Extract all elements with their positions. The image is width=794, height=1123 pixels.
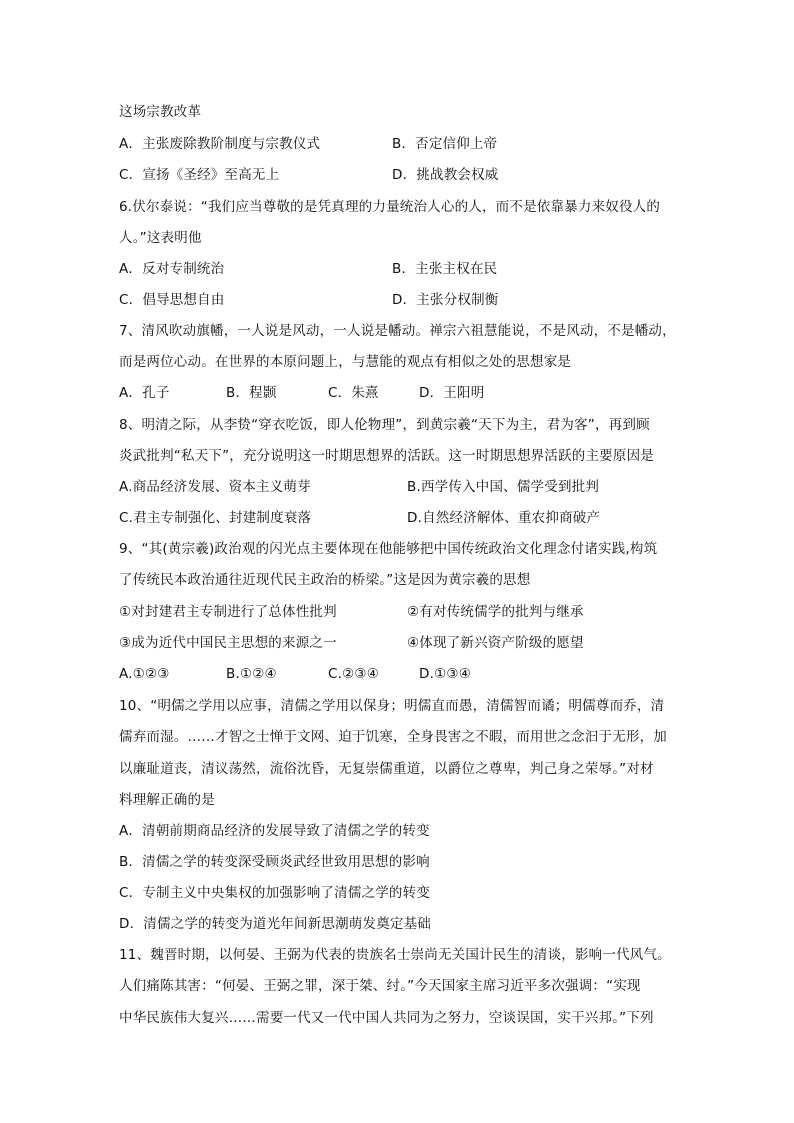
- q10-option-a: A．清朝前期商品经济的发展导致了清儒之学的转变: [119, 823, 430, 839]
- q7-option-d: D．王阳明: [419, 385, 485, 401]
- q9-stem-line-2: 了传统民本政治通往近现代民主政治的桥梁。”这是因为黄宗羲的思想: [119, 572, 531, 588]
- q10-stem-line-2: 儒弃而湿。……才智之士惮于文网、迫于饥寒，全身畏害之不暇，而用世之念汩于无形，加: [119, 729, 667, 745]
- q6-option-b: B．主张主权在民: [392, 261, 498, 277]
- q6-option-a: A．反对专制统治: [119, 261, 225, 277]
- q5-stem-end: 这场宗教改革: [119, 104, 202, 120]
- q11-stem-line-3: 中华民族伟大复兴……需要一代又一代中国人共同为之努力，空谈误国，实干兴邦。”下列: [119, 1010, 654, 1026]
- q8-stem-line-2: 炎武批判“私天下”，充分说明这一时期思想界的活跃。这一时期思想界活跃的主要原因是: [119, 448, 654, 464]
- q5-option-d: D．挑战教会权威: [392, 167, 499, 183]
- q10-stem-line-3: 以廉耻道丧，清议荡然，流俗沈昏，无复崇儒重道，以爵位之尊卑，判己身之荣辱。”对材: [119, 761, 654, 777]
- q9-stem-line-1: 9、“其(黄宗羲)政治观的闪光点主要体现在他能够把中国传统政治文化理念付诸实践,构筑: [119, 541, 658, 557]
- q7-option-c: C．朱熹: [328, 385, 379, 401]
- q9-statement-2: ②有对传统儒学的批判与继承: [407, 604, 584, 620]
- q11-stem-line-1: 11、魏晋时期，以何晏、王弼为代表的贵族名士崇尚无关国计民生的清谈，影响一代风气。: [119, 947, 671, 963]
- q5-option-a: A．主张废除教阶制度与宗教仪式: [119, 136, 321, 152]
- q6-option-c: C．倡导思想自由: [119, 292, 225, 308]
- q8-stem-line-1: 8、明清之际，从李贽“穿衣吃饭，即人伦物理”，到黄宗羲“天下为主，君为客”，再到顾: [119, 417, 650, 433]
- q10-option-c: C．专制主义中央集权的加强影响了清儒之学的转变: [119, 885, 431, 901]
- q10-option-d: D．清儒之学的转变为道光年间新思潮萌发奠定基础: [119, 916, 431, 932]
- q7-stem-line-2: 而是两位心动。在世界的本原问题上，与慧能的观点有相似之处的思想家是: [119, 354, 572, 370]
- q6-option-d: D．主张分权制衡: [392, 292, 499, 308]
- q7-option-a: A．孔子: [119, 385, 170, 401]
- q8-option-d: D.自然经济解体、重农抑商破产: [407, 510, 601, 526]
- q9-statement-4: ④体现了新兴资产阶级的愿望: [407, 635, 584, 651]
- q11-stem-line-2: 人们痛陈其害：“何晏、王弼之罪，深于桀、纣。”今天国家主席习近平多次强调：“实现: [119, 978, 641, 994]
- q7-stem-line-1: 7、清风吹动旗幡，一人说是风动，一人说是幡动。禅宗六祖慧能说，不是风动，不是幡动，: [119, 323, 676, 339]
- q8-option-b: B.西学传入中国、儒学受到批判: [407, 479, 600, 495]
- q10-option-b: B．清儒之学的转变深受顾炎武经世致用思想的影响: [119, 854, 430, 870]
- q9-option-d: D.①③④: [419, 666, 471, 682]
- q9-statement-3: ③成为近代中国民主思想的来源之一: [119, 635, 337, 651]
- q7-option-b: B．程颢: [226, 385, 277, 401]
- q10-stem-line-4: 料理解正确的是: [119, 792, 215, 808]
- q9-option-a: A.①②③: [119, 666, 170, 682]
- q10-stem-line-1: 10、“明儒之学用以应事，清儒之学用以保身；明儒直而愚，清儒智而谲；明儒尊而乔，清: [119, 698, 665, 714]
- q9-option-c: C.②③④: [328, 666, 380, 682]
- q9-statement-1: ①对封建君主专制进行了总体性批判: [119, 604, 337, 620]
- q5-option-b: B．否定信仰上帝: [392, 136, 498, 152]
- q5-option-c: C．宣扬《圣经》至高无上: [119, 167, 280, 183]
- q9-option-b: B.①②④: [226, 666, 277, 682]
- q6-stem-line-2: 人。”这表明他: [119, 230, 202, 246]
- q8-option-a: A.商品经济发展、资本主义萌芽: [119, 479, 311, 495]
- q8-option-c: C.君主专制强化、封建制度衰落: [119, 510, 312, 526]
- q6-stem-line-1: 6.伏尔泰说：“我们应当尊敬的是凭真理的力量统治人心的人，而不是依靠暴力来奴役人的: [119, 199, 661, 215]
